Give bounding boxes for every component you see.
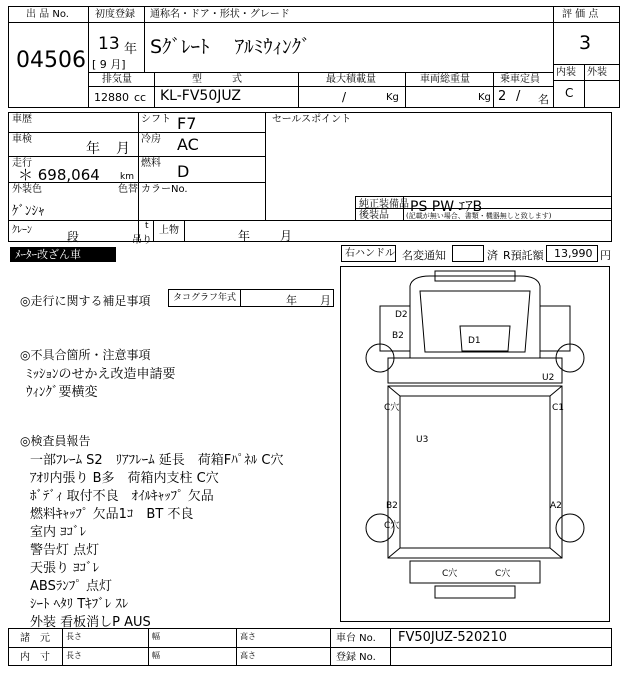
crane-lift: 吊り (132, 235, 152, 246)
width-label: 幅 (152, 651, 160, 660)
inspector-line: ﾎﾞﾃﾞｨ 取付不良 ｵｲﾙｷｬｯﾌﾟ 欠品 (30, 489, 214, 504)
inspector-line: ｼｰﾄ ﾍﾀﾘ Tｷﾌﾞﾚ ｽﾚ (30, 597, 129, 612)
inspector-line: ABSﾗﾝﾌﾟ 点灯 (30, 579, 112, 594)
inspection-label: 車検 (12, 134, 32, 145)
displacement: 12880 (94, 91, 129, 104)
reg-label: 登録 No. (336, 652, 376, 663)
tacho-year: 年 (286, 294, 297, 307)
defects-label: ◎不具合箇所・注意事項 (20, 348, 151, 362)
fuel: D (177, 162, 190, 181)
height-label: 高さ (240, 651, 256, 660)
exterior-label: 外装 (587, 67, 607, 78)
ac-label: 冷房 (141, 134, 161, 145)
capacity-label: 乗車定員 (500, 74, 540, 85)
meter-tampered-badge: ﾒｰﾀｰ改ざん車 (10, 247, 116, 262)
damage-mark: D2 (395, 310, 408, 320)
inspection-month: 月 (116, 141, 130, 157)
capacity: 2 (498, 89, 507, 104)
chassis-no: FV50JUZ-520210 (398, 630, 508, 645)
equipment: PS PW ｴｱB (410, 199, 483, 215)
first-reg-month: [ 9 月] (92, 58, 126, 71)
width-label: 幅 (152, 632, 160, 641)
recycle-prefix: 済 (487, 249, 498, 262)
kg-unit-2: Kg (478, 92, 491, 103)
first-reg-year: 13 (98, 34, 120, 54)
inspector-line: ｱｵﾘ内張り B多 荷箱内支柱 C穴 (30, 471, 219, 486)
defect-line: ﾐｯｼｮﾝのせかえ改造申請要 (26, 367, 176, 382)
color-no-label: 色替 (118, 184, 138, 195)
recycle-unit: 円 (600, 249, 611, 262)
right-handle: 右ハンドル (345, 248, 395, 259)
damage-mark: A2 (550, 501, 562, 511)
displacement-label: 排気量 (102, 74, 132, 85)
driving-label: ◎走行に関する補足事項 (20, 294, 151, 308)
damage-mark: C1 (552, 403, 565, 413)
damage-mark: D1 (468, 336, 481, 346)
capacity-sep: / (516, 89, 521, 104)
equipment-label: 純正装備品 (359, 199, 409, 210)
ac: AC (177, 135, 199, 154)
inspection-year: 年 (86, 141, 100, 157)
truck-diagram (340, 266, 610, 622)
mileage-label: 走行 (12, 158, 32, 169)
inspector-line: 燃料ｷｬｯﾌﾟ 欠品1ｺ BT 不良 (30, 507, 194, 522)
name-change-box (452, 245, 484, 262)
damage-mark: C穴 (495, 569, 511, 579)
model-code-label: 型 式 (192, 74, 242, 85)
history-label: 車歴 (12, 114, 32, 125)
max-load: / (342, 90, 347, 104)
aftermarket-note: (記載が無い場合、書類・機器無しと致します) (406, 212, 552, 220)
diagram-border (341, 267, 610, 622)
tacho-month: 月 (320, 294, 331, 307)
crane-tons: t (145, 221, 149, 231)
model-name: Sｸﾞﾚｰﾄ ｱﾙﾐｳｨﾝｸﾞ (150, 36, 311, 58)
inspector-line: 室内 ﾖｺﾞﾚ (30, 525, 87, 540)
defect-line: ｳｨﾝｸﾞ要横変 (26, 385, 98, 400)
inspector-line: 天張り ﾖｺﾞﾚ (30, 561, 100, 576)
chassis-label: 車台 No. (336, 633, 376, 644)
mileage-unit: km (120, 172, 134, 182)
upper-year: 年 (238, 229, 251, 243)
crane-label: ｸﾚｰﾝ (12, 225, 32, 236)
recycle-amount: 13,990 (554, 247, 593, 260)
damage-mark: B2 (392, 331, 404, 341)
model-name-label: 通称名・ドア・形状・グレード (150, 9, 290, 20)
model-code: KL-FV50JUZ (160, 88, 241, 104)
shift: F7 (177, 114, 197, 133)
upper-label: 上物 (159, 225, 179, 236)
damage-mark: C穴 (442, 569, 458, 579)
grade-label: 評 価 点 (562, 9, 599, 20)
color-label: 外装色 (12, 184, 42, 195)
length-label: 長さ (66, 632, 82, 641)
kg-unit-1: Kg (386, 92, 399, 103)
tacho-label: タコグラフ年式 (173, 293, 237, 303)
upper-month: 月 (280, 229, 293, 243)
inspector-line: 一部ﾌﾚｰﾑ S2 ﾘｱﾌﾚｰﾑ 延長 荷箱Fﾊﾟﾈﾙ C穴 (30, 453, 284, 468)
first-reg-label: 初度登録 (95, 9, 135, 20)
max-load-label: 最大積載量 (326, 74, 376, 85)
inner-dims-label: 内 寸 (20, 652, 50, 663)
mileage: ＊ 698,064 (18, 166, 100, 184)
dims-label: 諸 元 (20, 633, 50, 644)
interior-grade: C (565, 86, 574, 100)
recycle-label: R預託額 (503, 249, 544, 262)
capacity-unit: 名 (538, 93, 549, 106)
length-label: 長さ (66, 651, 82, 660)
damage-mark: C穴 (384, 403, 400, 413)
damage-mark: U3 (416, 435, 429, 445)
shift-label: シフト (141, 114, 171, 125)
lot-no: 04506 (16, 48, 86, 73)
aftermarket-label: 後装品 (359, 210, 389, 221)
color-code-label: カラーNo. (141, 184, 188, 195)
sales-point-label: セールスポイント (272, 114, 352, 125)
damage-mark: U2 (542, 373, 555, 383)
inspector-line: 外装 看板消しP AUS (30, 615, 151, 630)
gross-weight-label: 車両総重量 (420, 74, 470, 85)
interior-label: 内装 (556, 67, 576, 78)
inspector-line: 警告灯 点灯 (30, 543, 100, 558)
name-change-label: 名変通知 (402, 249, 446, 262)
inspector-label: ◎検査員報告 (20, 434, 91, 448)
height-label: 高さ (240, 632, 256, 641)
displacement-unit: cc (134, 91, 147, 104)
grade: 3 (579, 32, 592, 54)
crane-steps: 段 (67, 230, 80, 244)
damage-mark: C穴 (384, 521, 400, 531)
fuel-label: 燃料 (141, 158, 161, 169)
year-unit: 年 (124, 42, 138, 57)
damage-mark: B2 (386, 501, 398, 511)
color: ｹﾞﾝｼｬ (12, 204, 45, 219)
lot-no-label: 出 品 No. (26, 9, 69, 20)
